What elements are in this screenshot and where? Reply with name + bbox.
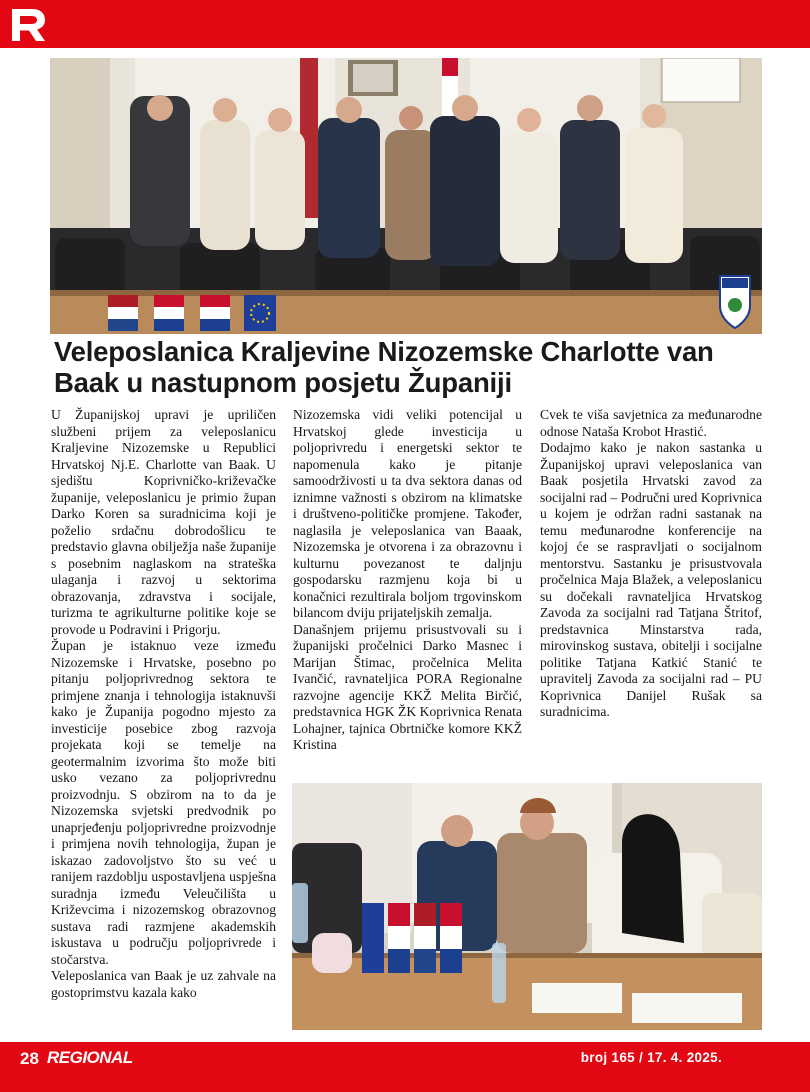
- article-column-3: [540, 407, 762, 721]
- top-banner: [0, 0, 810, 48]
- article-column-1: [51, 407, 276, 1001]
- paragraph: Župan je istaknuo veze između Nizozemske i Hrvatske, posebno po pitanju poljoprivrednog sektora te primjene znanja i tehnologija istaknuvši kako je Županija pogodno mjesto za investicije posebice zbog razvoja projekata koji se temelje na geotermalnim izvorima što može biti usko vezano za poljoprivrednu proizvodnju. S obzirom na to da je Nizozemska svjetski predvodnik po unaprjeđenju poljoprivredne proizvodnje i primjena novih tehnologija, župan je iskazao zadovoljstvo što su već u ranijem razdoblju uspostavljena uspješna suradnja između Veleučilišta u Križevcima i nizozemskog obrazovnog sustava radi razmjene akademskih iskustava u području poljoprivrede i stočarstva.: [51, 638, 276, 967]
- paragraph: U Županijskoj upravi je upriličen službeni prijem za veleposlanicu Kraljevine Nizozemske u Republici Hrvatskoj Nj.E. Charlotte van Baak. U sjedištu Koprivničko-križevačke županije, veleposlanicu je primio župan Darko Koren sa suradnicima koji je poželio srdačnu dobrodošlicu te predstavio glavna obilježja naše županije s posebnim naglaskom na strateška ulaganja i razvoj u sektorima obrazovanja, zdravstva i socijale, turizma te agrikulturne politike koje se provode u Podravini i Prigorju.: [51, 407, 276, 637]
- group-photo: [50, 58, 762, 334]
- paragraph: Dodajmo kako je nakon sastanka u Županijskoj upravi veleposlanica van Baak posjetila Hrvatski zavod za socijalni rad – Područni ured Koprivnica u kojem je održan radni sastanak na temu međunarodne konferencije na kojoj će se raspravljati o socijalnom mentorstvu. Sastanku je prisustvovala pročelnica Maja Blažek, a veleposlanicu su dočekali ravnateljica Hrvatskog Zavoda za socijalni rad Tatjana Štritof, predstavnica Minstarstva rada, mirovinskog sustava, obitelji i socijalne politike Tatjana Katkić Stanić te upravitelj Zavoda za socijalni rad – PU Koprivnica Danijel Rušak sa suradnicima.: [540, 440, 762, 719]
- article-title: Veleposlanica Kraljevine Nizozemske Charlotte van Baak u nastupnom posjetu Županiji: [54, 336, 714, 398]
- regional-r-logo-icon: [8, 6, 48, 44]
- page-number: 28: [20, 1049, 39, 1068]
- meeting-photo: [292, 783, 762, 1030]
- paragraph: Današnjem prijemu prisustvovali su i županijski pročelnici Darko Masnec i Marijan Štimac, pročelnica Melita Ivančić, ravnateljica PORA Regionalne razvojne agencije KKŽ Melita Birčić, predstavnica HGK ŽK Koprivnica Renata Lohajner, tajnica Obrtničke komore KKŽ Kristina: [293, 621, 522, 752]
- paragraph: Cvek te viša savjetnica za međunarodne odnose Nataša Krobot Hrastić.: [540, 407, 762, 439]
- paragraph: Nizozemska vidi veliki potencijal u Hrvatskoj glede investicija u poljoprivredu i energetski sektor te napomenula kako je pitanje samoodrživosti u ta dva sektora danas od iznimne važnosti s obzirom na klimatske i društveno-političke promjene. Također, naglasila je veleposlanica van Baaak, Nizozemska je otvorena i za obrazovnu i kulturnu povezanost te daljnju gospodarsku razmjenu koja bi u konačnici rezultirala boljom trgovinskom bilancom dviju prijateljskih zemalja.: [293, 407, 522, 620]
- paragraph: Veleposlanica van Baak je uz zahvale na gostoprimstvu kazala kako: [51, 968, 276, 1000]
- issue-info: broj 165 / 17. 4. 2025.: [580, 1050, 722, 1065]
- brand-logo: REGIONAL: [47, 1048, 133, 1067]
- article-column-2: [293, 407, 522, 754]
